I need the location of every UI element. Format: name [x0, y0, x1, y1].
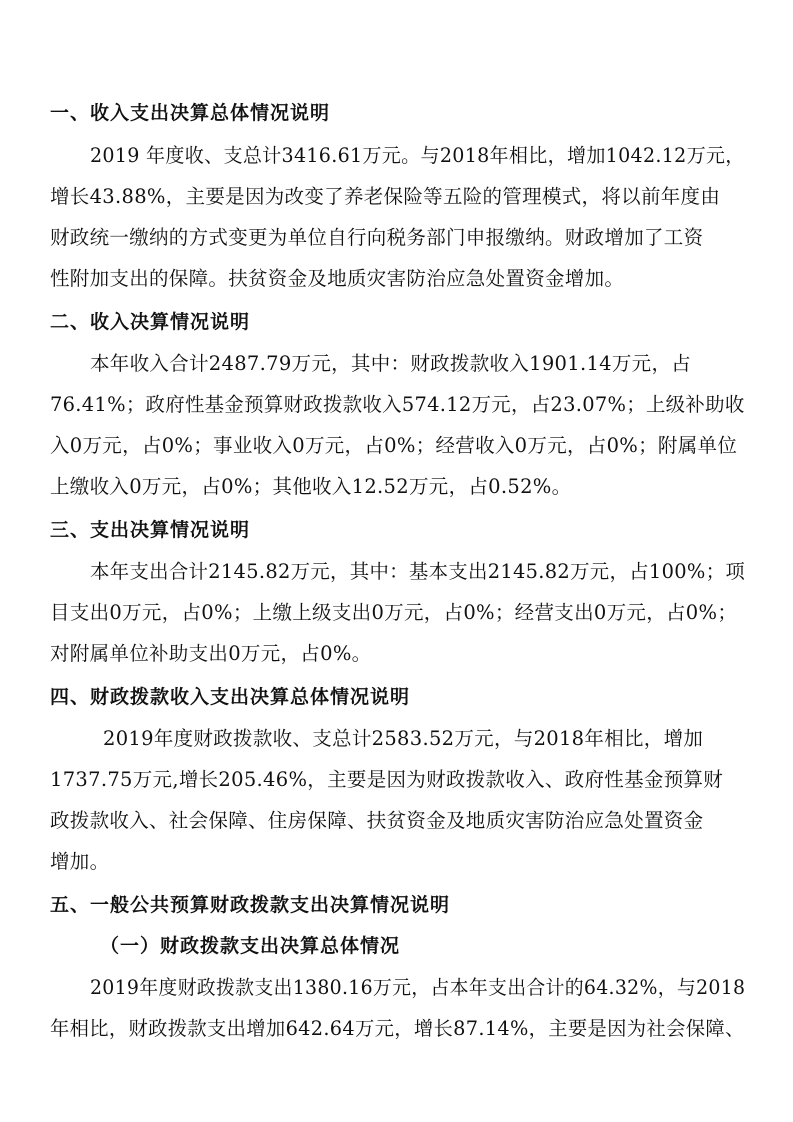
paragraph-line: 本年支出合计2145.82万元，其中：基本支出2145.82万元，占100%；项 [90, 560, 746, 583]
paragraph-line: 增加。 [50, 850, 110, 873]
paragraph-line: 财政统一缴纳的方式变更为单位自行向税务部门申报缴纳。财政增加了工资 [50, 226, 704, 249]
paragraph-line: 2019年度财政拨款收、支总计2583.52万元，与2018年相比，增加 [103, 727, 704, 750]
section-heading-4: 四、财政拨款收入支出决算总体情况说明 [50, 686, 411, 708]
paragraph-line: 政拨款收入、社会保障、住房保障、扶贫资金及地质灾害防治应急处置资金 [50, 809, 704, 832]
section-heading-5: 五、一般公共预算财政拨款支出决算情况说明 [50, 894, 451, 916]
section-heading-2: 二、收入决算情况说明 [50, 311, 251, 333]
paragraph-line: 目支出0万元，占0%；上缴上级支出0万元，占0%；经营支出0万元，占0%； [50, 601, 738, 624]
paragraph-line: 2019 年度收、支总计3416.61万元。与2018年相比，增加1042.12万元， [90, 144, 745, 167]
paragraph-line: 上缴收入0万元，占0%；其他收入12.52万元，占0.52%。 [50, 475, 572, 498]
paragraph-line: 年相比，财政拨款支出增加642.64万元，增长87.14%，主要是因为社会保障、 [50, 1017, 745, 1040]
paragraph-line: 性附加支出的保障。扶贫资金及地质灾害防治应急处置资金增加。 [50, 267, 625, 290]
paragraph-line: 增长43.88%，主要是因为改变了养老保险等五险的管理模式，将以前年度由 [50, 185, 721, 208]
paragraph-line: 对附属单位补助支出0万元，占0%。 [50, 642, 372, 665]
paragraph-line: 76.41%；政府性基金预算财政拨款收入574.12万元，占23.07%；上级补助收 [50, 393, 745, 416]
paragraph-line: 本年收入合计2487.79万元，其中：财政拨款收入1901.14万元，占 [90, 352, 692, 375]
paragraph-line: 入0万元，占0%；事业收入0万元，占0%；经营收入0万元，占0%；附属单位 [50, 434, 738, 457]
paragraph-line: 2019年度财政拨款支出1380.16万元，占本年支出合计的64.32%，与2018 [90, 976, 746, 999]
paragraph-line: 1737.75万元,增长205.46%，主要是因为财政拨款收入、政府性基金预算财 [50, 768, 724, 791]
section-heading-3: 三、支出决算情况说明 [50, 519, 251, 541]
subsection-heading: （一）财政拨款支出决算总体情况 [100, 935, 401, 957]
section-heading-1: 一、收入支出决算总体情况说明 [50, 102, 331, 124]
